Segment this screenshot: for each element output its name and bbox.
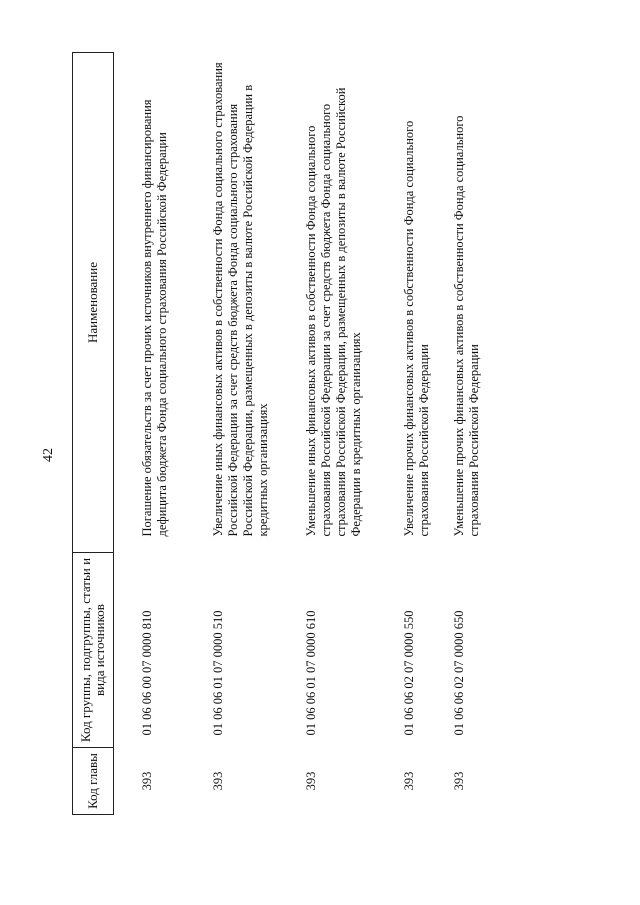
chapter-code-cell: 393: [304, 771, 318, 791]
table-row: [390, 53, 440, 815]
table-row: [440, 53, 492, 815]
chapter-code-cell: 393: [402, 771, 416, 791]
name-cell: Погашение обязательств за счет прочих источников внутреннего финансирования дефицита бюджета Фонда социального страхования Российской Федерации: [140, 99, 169, 537]
name-cell: Уменьшение иных финансовых активов в собственности Фонда социального страхования Российской Федерации за счет средств бюджета Фонда социального страхования Российской Федерации, размещенных в депозиты в валюте Российской Федерации в кредитных организациях: [304, 87, 363, 537]
name-cell: Увеличение иных финансовых активов в собственности Фонда социального страхования Российской Федерации за счет средств бюджета Фонда социального страхования Российской Федерации, размещенных в депозиты в валюте Российской Федерации в кредитных организациях: [211, 62, 270, 537]
group-code-cell: 01 06 06 01 07 0000 610: [304, 610, 318, 736]
group-code-cell: 01 06 06 02 07 0000 650: [452, 610, 466, 736]
group-code-cell: 01 06 06 01 07 0000 510: [211, 610, 225, 736]
table-row: [285, 53, 390, 815]
table-row: [114, 53, 193, 815]
group-code-cell: 01 06 06 02 07 0000 550: [402, 610, 416, 736]
table-header-row: [73, 53, 114, 815]
table-row: [192, 53, 285, 815]
header-group-code: Код группы, подгруппы, статьи и вида источников: [73, 553, 114, 748]
group-code-cell: 01 06 06 00 07 0000 810: [140, 610, 154, 736]
name-cell: Увеличение прочих финансовых активов в собственности Фонда социального страхования Российской Федерации: [402, 120, 431, 537]
sources-table: [72, 52, 492, 815]
name-cell: Уменьшение прочих финансовых активов в собственности Фонда социального страхования Российской Федерации: [452, 115, 481, 537]
header-name: Наименование: [73, 53, 114, 553]
header-chapter-code: Код главы: [73, 748, 114, 815]
chapter-code-cell: 393: [140, 771, 154, 791]
chapter-code-cell: 393: [452, 771, 466, 791]
page-number: 42: [41, 448, 56, 462]
chapter-code-cell: 393: [211, 771, 225, 791]
